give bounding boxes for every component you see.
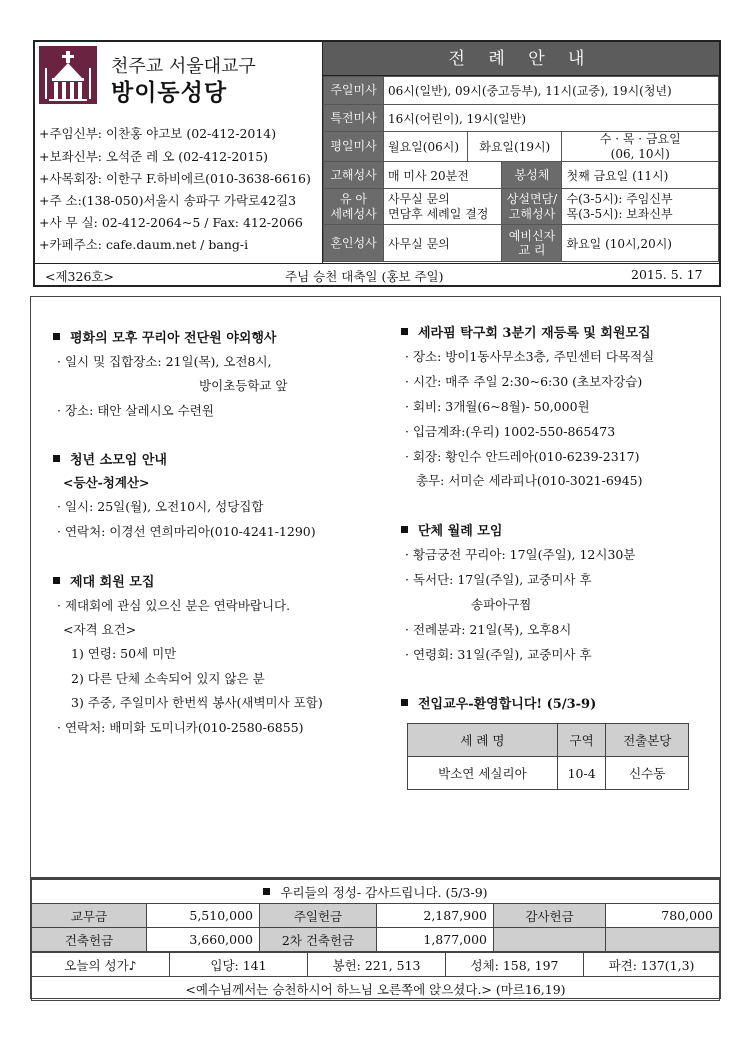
hymn-label: 오늘의 성가♪ bbox=[32, 953, 170, 977]
confession-label: 고해성사 bbox=[324, 162, 384, 189]
issue-title: 주님 승천 대축일 (홍보 주일) bbox=[285, 269, 444, 284]
communion-sick-label: 봉성체 bbox=[502, 162, 562, 189]
church-info bbox=[35, 42, 322, 263]
sunday-mass-label: 주일미사 bbox=[324, 77, 384, 105]
hymn-entrance: 입당: 141 bbox=[170, 953, 308, 977]
offering-table bbox=[31, 879, 720, 952]
infant-baptism-value-2: 면담후 세례일 결정 bbox=[388, 206, 489, 221]
offering-title-text: 우리들의 정성- 감사드립니다. (5/3-9) bbox=[280, 884, 488, 900]
counsel-label-2: 고해성사 bbox=[508, 206, 556, 221]
notice-line: 1) 연령: 50세 미만 bbox=[71, 646, 177, 661]
scripture-verse: <예수님께서는 승천하시어 하느님 오른쪽에 앉으셨다.> (마르16,19) bbox=[32, 977, 720, 1001]
notice-title-youth-group bbox=[53, 449, 167, 468]
notice-title-text: 단체 월례 모임 bbox=[418, 524, 503, 539]
offering-value: 5,510,000 bbox=[147, 904, 260, 928]
weekday-wed-fri bbox=[562, 132, 719, 162]
catechumen-label-1: 예비신자 bbox=[508, 228, 556, 243]
offering-value: 780,000 bbox=[606, 904, 720, 928]
notice-line: · 회비: 3개월(6~8월)- 50,000원 bbox=[405, 399, 590, 414]
weekday-tuesday: 화요일(19시) bbox=[468, 132, 562, 162]
infant-baptism-value bbox=[384, 189, 502, 225]
offering-label: 주일헌금 bbox=[260, 904, 377, 928]
counsel-value bbox=[562, 189, 719, 225]
bullet-square-icon bbox=[53, 333, 60, 340]
table-cell: 10-4 bbox=[557, 757, 606, 790]
bulletin-header bbox=[33, 40, 721, 287]
notices-box bbox=[30, 296, 721, 878]
table-header-cell: 구역 bbox=[557, 724, 606, 757]
notice-line: · 장소: 태안 살레시오 수련원 bbox=[57, 403, 214, 418]
notice-title-altar-recruit bbox=[53, 571, 154, 590]
notice-title-text: 세라핌 탁구회 3분기 재등록 및 회원모집 bbox=[418, 326, 651, 341]
notice-line: 방이초등학교 앞 bbox=[199, 378, 288, 393]
table-cell: 박소연 세실리아 bbox=[408, 757, 558, 790]
church-logo bbox=[39, 46, 97, 104]
notice-line: · 회장: 황인수 안드레아(010-6239-2317) bbox=[405, 449, 640, 464]
issue-date: 2015. 5. 17 bbox=[631, 267, 703, 282]
special-mass-times: 16시(어린이), 19시(일반) bbox=[384, 105, 719, 132]
notice-title-table-tennis bbox=[401, 322, 651, 341]
infant-baptism-label-1: 유 아 bbox=[340, 192, 367, 207]
weekday-wed-fri-times: (06, 10시) bbox=[610, 146, 670, 161]
offering-value: 3,660,000 bbox=[147, 928, 260, 952]
table-row bbox=[408, 757, 689, 790]
notice-line: · 연령회: 31일(주일), 교중미사 후 bbox=[405, 647, 592, 662]
notice-line: 송파아구찜 bbox=[471, 597, 532, 612]
liturgy-title: 전 례 안 내 bbox=[323, 42, 719, 76]
notice-line: <자격 요건> bbox=[63, 622, 137, 637]
notice-line: · 장소: 방이1동사무소3층, 주민센터 다목적실 bbox=[405, 349, 655, 364]
weekday-monday: 월요일(06시) bbox=[384, 132, 468, 162]
sunday-mass-times: 06시(일반), 09시(중고등부), 11시(교중), 19시(청년) bbox=[384, 77, 719, 105]
welcome-table bbox=[407, 723, 689, 790]
council-president-info: +사목회장: 이한구 F.하비에르(010-3638-6616) bbox=[39, 171, 311, 186]
notice-line: 총무: 서미순 세라피나(010-3021-6945) bbox=[416, 473, 643, 488]
offering-label: 교무금 bbox=[32, 904, 147, 928]
counsel-value-2: 목(3-5시): 보좌신부 bbox=[566, 206, 673, 221]
notice-title-text: 청년 소모임 안내 bbox=[70, 453, 167, 468]
notice-line: · 입금계좌:(우리) 1002-550-865473 bbox=[405, 424, 616, 439]
notice-title-monthly-meetings bbox=[401, 520, 502, 539]
notice-line: 2) 다른 단체 소속되어 있지 않은 분 bbox=[71, 671, 265, 686]
offering-label: 감사헌금 bbox=[494, 904, 606, 928]
bullet-square-icon bbox=[263, 888, 270, 895]
catechumen-label bbox=[502, 225, 562, 262]
notice-title-text: 제대 회원 모집 bbox=[70, 575, 155, 590]
hymn-communion: 성체: 158, 197 bbox=[446, 953, 584, 977]
special-mass-label: 특전미사 bbox=[324, 105, 384, 132]
notice-line: · 독서단: 17일(주일), 교중미사 후 bbox=[405, 572, 592, 587]
marriage-value: 사무실 문의 bbox=[384, 225, 502, 262]
notice-title-welcome bbox=[401, 693, 596, 712]
bullet-square-icon bbox=[401, 526, 408, 533]
church-name: 방이동성당 bbox=[111, 79, 228, 106]
notice-line: · 전례분과: 21일(목), 오후8시 bbox=[405, 622, 572, 637]
offering-title bbox=[32, 880, 720, 904]
offering-box bbox=[30, 878, 721, 999]
liturgy-table bbox=[323, 76, 719, 262]
bullet-square-icon bbox=[401, 699, 408, 706]
counsel-label bbox=[502, 189, 562, 225]
cafe-address-info: +카페주소: cafe.daum.net / bang-i bbox=[39, 237, 249, 252]
weekday-wed-fri-days: 수 · 목 · 금요일 bbox=[599, 132, 681, 147]
weekday-mass-label: 평일미사 bbox=[324, 132, 384, 162]
offering-empty bbox=[606, 928, 720, 952]
confession-value: 매 미사 20분전 bbox=[384, 162, 502, 189]
notice-line: · 시간: 매주 주일 2:30~6:30 (초보자강습) bbox=[405, 374, 643, 389]
bullet-square-icon bbox=[53, 577, 60, 584]
issue-bar bbox=[35, 263, 719, 285]
notice-line: · 일시 및 집합장소: 21일(목), 오전8시, bbox=[57, 354, 272, 369]
church-diocese: 천주교 서울대교구 bbox=[111, 56, 256, 77]
hymn-recessional: 파견: 137(1,3) bbox=[584, 953, 720, 977]
office-phone-info: +사 무 실: 02-412-2064~5 / Fax: 412-2066 bbox=[39, 215, 303, 230]
notice-title-text: 평화의 모후 꾸리아 전단원 야외행사 bbox=[70, 331, 277, 346]
infant-baptism-value-1: 사무실 문의 bbox=[388, 191, 450, 206]
notice-line: · 황금궁전 꾸리아: 17일(주일), 12시30분 bbox=[405, 547, 636, 562]
notice-title-legion-outing bbox=[53, 327, 276, 346]
marriage-label: 혼인성사 bbox=[324, 225, 384, 262]
offering-label: 2차 건축헌금 bbox=[260, 928, 377, 952]
bullet-square-icon bbox=[53, 455, 60, 462]
offering-label: 건축헌금 bbox=[32, 928, 147, 952]
counsel-value-1: 수(3-5시): 주임신부 bbox=[566, 191, 673, 206]
notice-line: · 연락처: 이경선 연희마리아(010-4241-1290) bbox=[57, 524, 316, 539]
offering-value: 2,187,900 bbox=[377, 904, 494, 928]
assistant-priest-info: +보좌신부: 오석준 레 오 (02-412-2015) bbox=[39, 149, 269, 164]
offering-value: 1,877,000 bbox=[377, 928, 494, 952]
table-header-row bbox=[408, 724, 689, 757]
notice-line: <등산-청계산> bbox=[63, 475, 150, 490]
offering-empty bbox=[494, 928, 606, 952]
issue-number: <제326호> bbox=[45, 269, 114, 284]
pastor-info: +주임신부: 이찬홍 야고보 (02-412-2014) bbox=[39, 126, 277, 141]
notice-line: 3) 주중, 주일미사 한번씩 봉사(새벽미사 포함) bbox=[71, 695, 323, 710]
bullet-square-icon bbox=[401, 328, 408, 335]
communion-sick-value: 첫째 금요일 (11시) bbox=[562, 162, 719, 189]
liturgy-guide bbox=[322, 42, 719, 263]
table-header-cell: 세 례 명 bbox=[408, 724, 558, 757]
notice-line: · 제대회에 관심 있으신 분은 연락바랍니다. bbox=[57, 598, 291, 613]
notice-line: · 일시: 25일(월), 오전10시, 성당집합 bbox=[57, 499, 264, 514]
infant-baptism-label-2: 세례성사 bbox=[330, 206, 377, 221]
catechumen-label-2: 교 리 bbox=[518, 243, 546, 257]
church-building-icon bbox=[39, 46, 97, 104]
hymn-table bbox=[31, 952, 720, 1001]
notice-title-text: 전입교우-환영합니다! (5/3-9) bbox=[418, 697, 597, 712]
hymn-offertory: 봉헌: 221, 513 bbox=[308, 953, 446, 977]
table-header-cell: 전출본당 bbox=[606, 724, 689, 757]
notice-line: · 연락처: 배미화 도미니카(010-2580-6855) bbox=[57, 720, 304, 735]
catechumen-value: 화요일 (10시,20시) bbox=[562, 225, 719, 262]
infant-baptism-label bbox=[324, 189, 384, 225]
table-cell: 신수동 bbox=[606, 757, 689, 790]
counsel-label-1: 상설면담/ bbox=[506, 192, 558, 207]
address-info: +주 소:(138-050)서울시 송파구 가락로42길3 bbox=[39, 193, 297, 208]
